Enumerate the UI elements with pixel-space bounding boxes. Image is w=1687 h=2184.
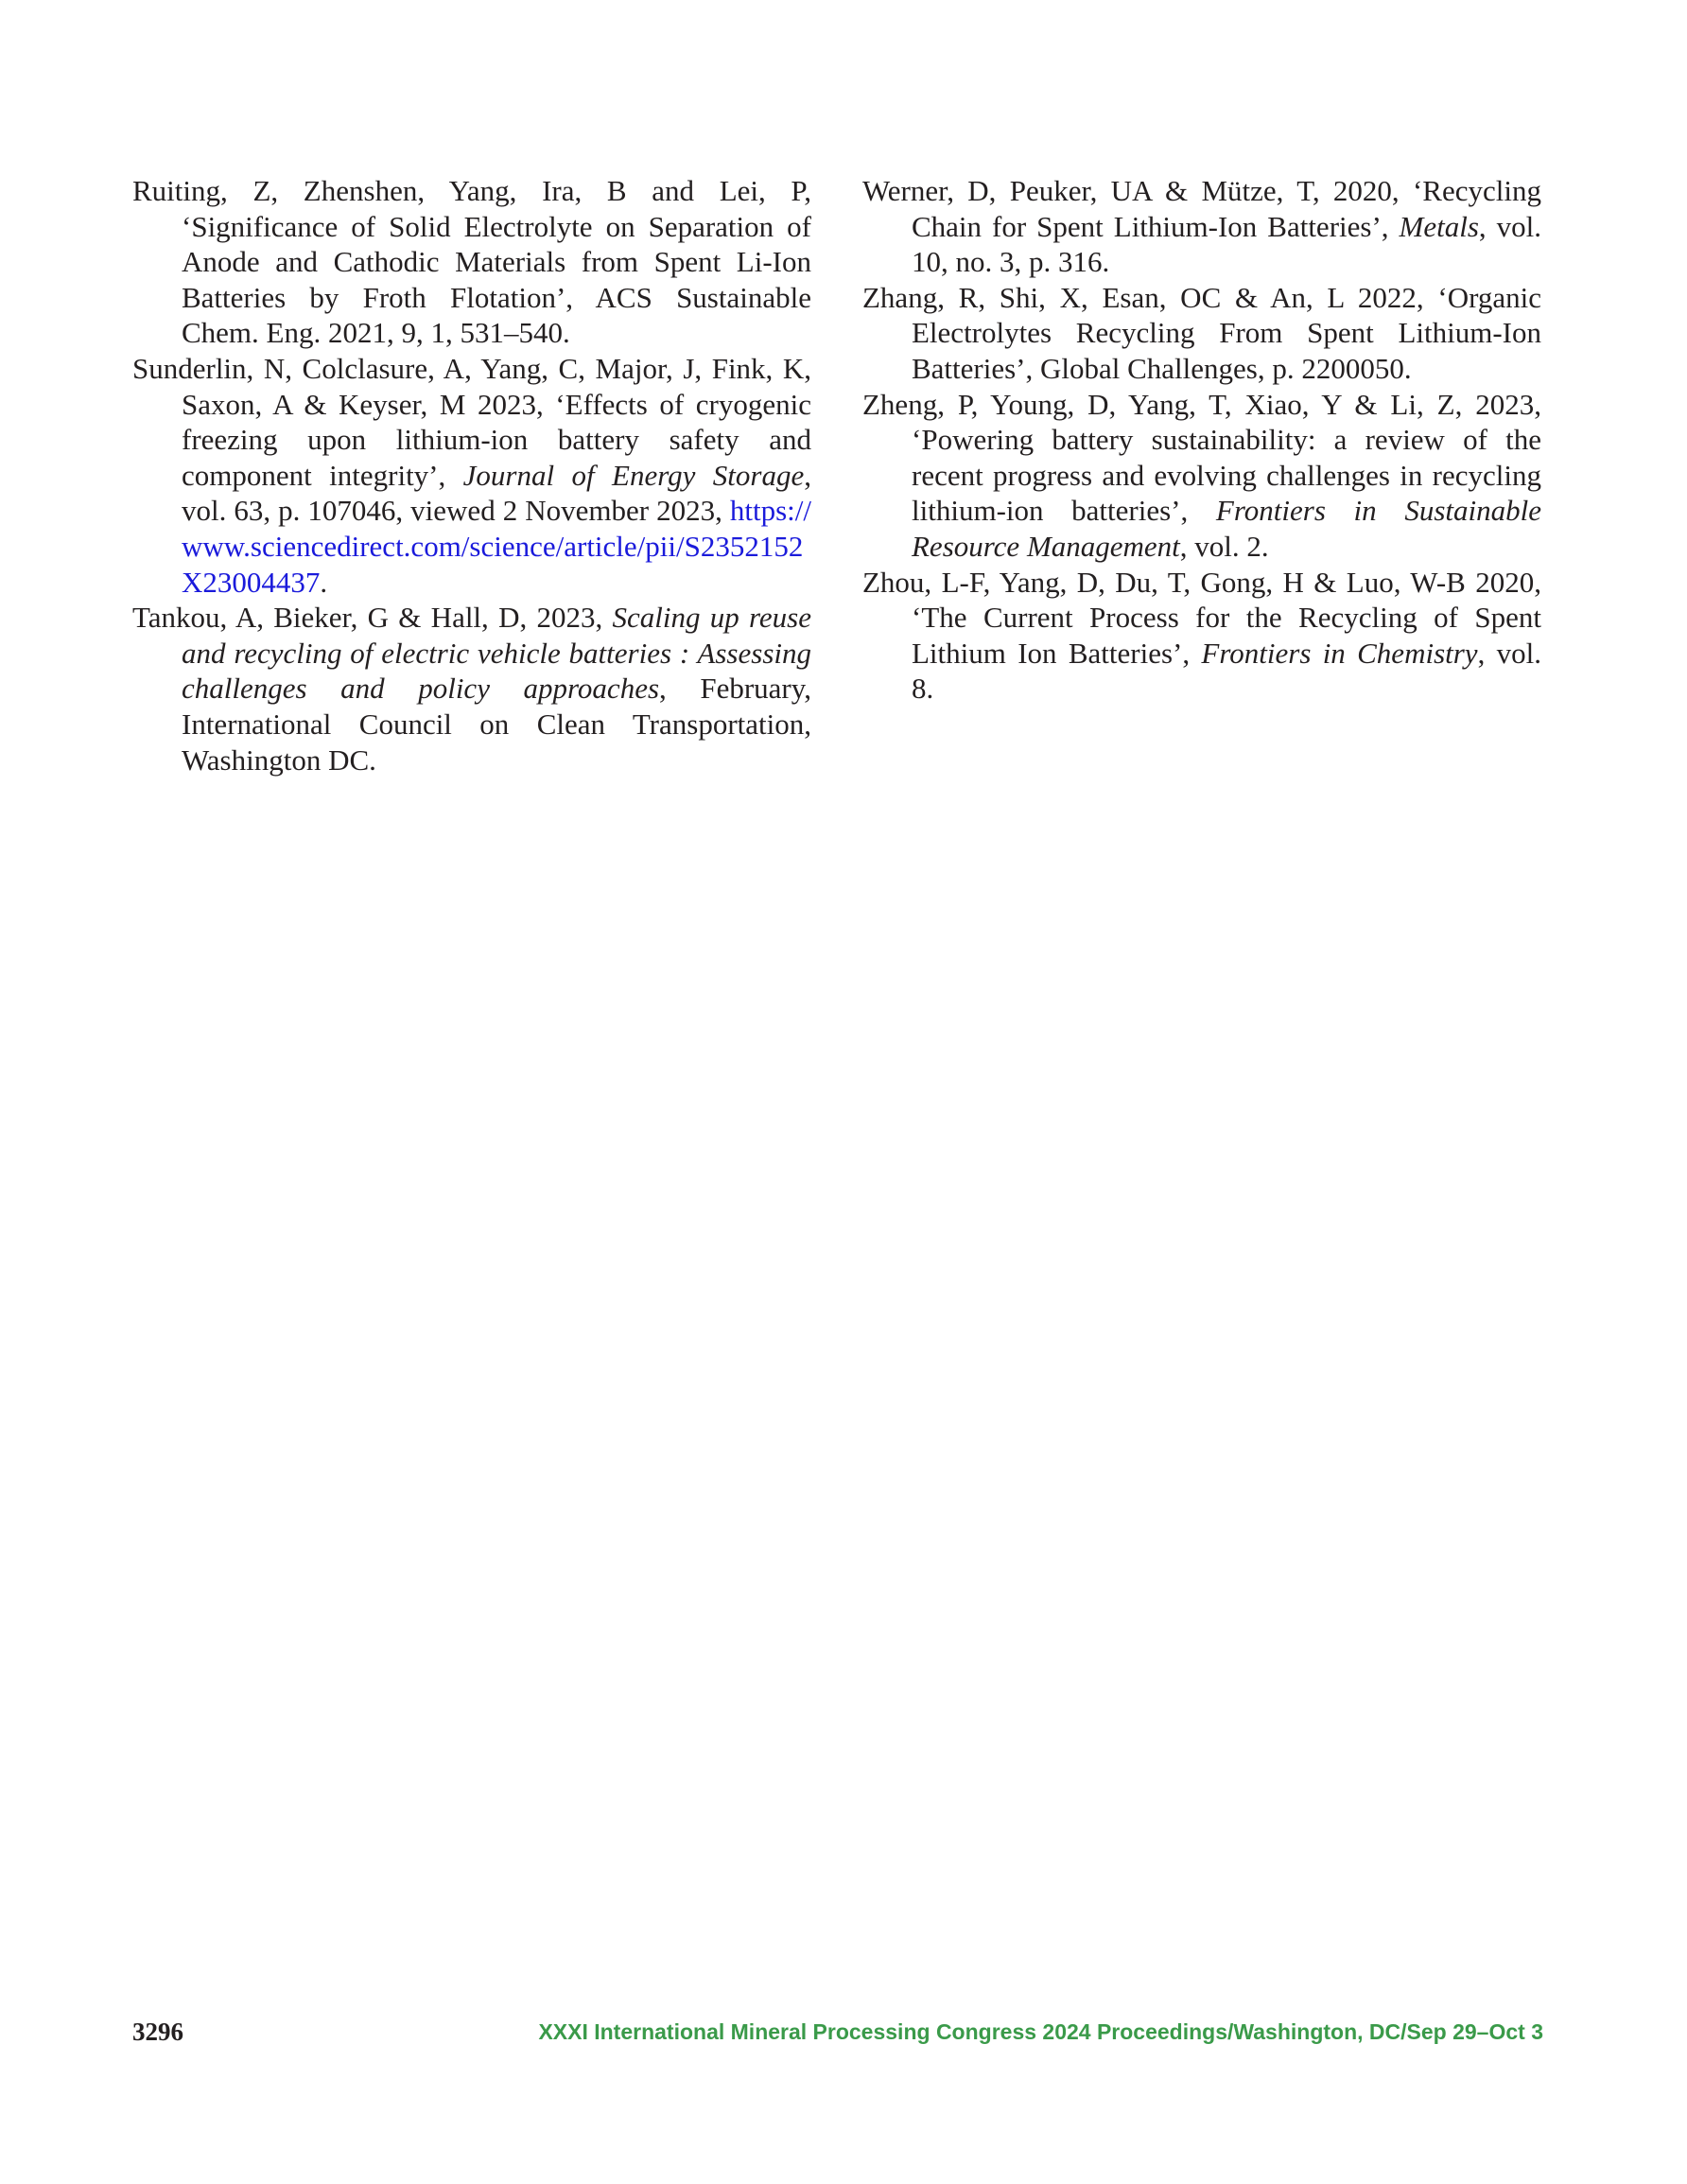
reference-entry (862, 565, 1541, 707)
reference-text: Ruiting, Z, Zhenshen, Yang, Ira, B and Lei, P, ‘Significance of Solid Electrolyte on Separation of Anode and Cathodic Materials from Spent Li-Ion Batteries by Froth Flotation’, ACS Sustainable Chem. Eng. 2021, 9, 1, 531–540. (132, 174, 811, 350)
reference-text: , vol. 10, no. 3, p. 316. (912, 209, 1541, 279)
reference-title-italic: Frontiers in Sustainable Resource Management (912, 494, 1541, 563)
page-footer (132, 2018, 1543, 2055)
reference-text: , February, International Council on Clean Transportation, Washington DC. (182, 672, 811, 777)
reference-entry (862, 173, 1541, 280)
reference-text: Zheng, P, Young, D, Yang, T, Xiao, Y & Li, Z, 2023, ‘Powering battery sustainability: a review of the recent progress and evolving challenges in recycling lithium-ion batteries’, (862, 387, 1541, 528)
reference-entry (862, 280, 1541, 387)
reference-text: Zhou, L-F, Yang, D, Du, T, Gong, H & Luo, W-B 2020, ‘The Current Process for the Recycling of Spent Lithium Ion Batteries’, (862, 565, 1541, 670)
reference-text: , vol. 8. (912, 636, 1542, 706)
reference-text: Werner, D, Peuker, UA & Mütze, T, 2020, ‘Recycling Chain for Spent Lithium-Ion Batteries’, (862, 174, 1541, 243)
reference-entry (132, 600, 811, 778)
reference-text: , vol. 63, p. 107046, viewed 2 November 2023, (182, 458, 811, 528)
reference-text: , vol. 2. (1179, 529, 1269, 563)
reference-text: Zhang, R, Shi, X, Esan, OC & An, L 2022, ‘Organic Electrolytes Recycling From Spent Lithium-Ion Batteries’, Global Challenges, p. 2200050. (862, 280, 1541, 385)
reference-title-italic: Scaling up reuse and recycling of electric vehicle batteries : Assessing challenges and policy approaches (182, 601, 811, 706)
reference-link[interactable]: https://www.sciencedirect.com/science/article/pii/S2352152X23004437 (182, 494, 811, 599)
reference-title-italic: Metals (1399, 209, 1479, 243)
reference-text: Sunderlin, N, Colclasure, A, Yang, C, Major, J, Fink, K, Saxon, A & Keyser, M 2023, ‘Effects of cryogenic freezing upon lithium-ion battery safety and component integrity’, (132, 351, 811, 492)
references-column-left (132, 173, 811, 778)
reference-text: . (320, 565, 328, 599)
reference-text: Tankou, A, Bieker, G & Hall, D, 2023, (132, 601, 613, 635)
page-number: 3296 (132, 2018, 183, 2046)
running-footer-title: XXXI International Mineral Processing Congress 2024 Proceedings/Washington, DC/Sep 29–Oct 3 (538, 2019, 1543, 2044)
reference-title-italic: Frontiers in Chemistry (1201, 636, 1478, 670)
reference-entry (132, 351, 811, 600)
references-column-right (862, 173, 1541, 707)
reference-title-italic: Journal of Energy Storage (462, 458, 805, 492)
reference-entry (132, 173, 811, 351)
reference-entry (862, 387, 1541, 565)
